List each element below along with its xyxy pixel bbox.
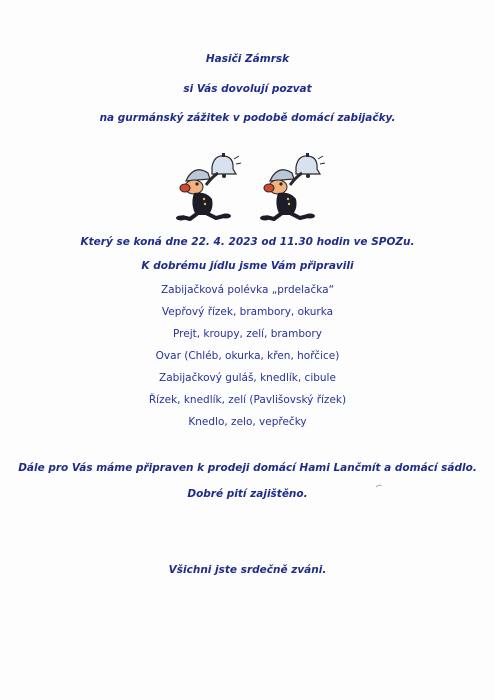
event-line: na gurmánský zážitek v podobě domácí zabijačky.	[99, 112, 396, 124]
invite-line: si Vás dovolují pozvat	[183, 83, 312, 95]
scan-speck	[376, 484, 382, 488]
bell-ringing-firefighter-icon	[256, 153, 326, 221]
menu-item: Zabijačková polévka „prdelačka“	[160, 284, 335, 296]
menu-heading: K dobrému jídlu jsme Vám připravili	[141, 260, 354, 272]
menu-item: Ovar (Chléb, okurka, křen, hořčice)	[155, 350, 340, 362]
event-date-line: Který se koná dne 22. 4. 2023 od 11.30 hodin ve SPOZu.	[80, 236, 415, 248]
sale-line: Dále pro Vás máme připraven k prodeji domácí Hami Lančmít a domácí sádlo.	[18, 462, 477, 474]
menu-item: Knedlo, zelo, vepřečky	[188, 416, 307, 428]
closing-line: Všichni jste srdečně zváni.	[168, 564, 327, 576]
menu-item: Prejt, kroupy, zelí, brambory	[173, 328, 322, 340]
menu-item: Vepřový řízek, brambory, okurka	[161, 306, 334, 318]
illustration-row	[0, 153, 495, 223]
drinks-line: Dobré pití zajištěno.	[187, 488, 308, 500]
menu-item: Řízek, knedlík, zelí (Pavlišovský řízek)	[148, 394, 347, 406]
bell-ringing-firefighter-icon	[172, 153, 242, 221]
menu-item: Zabijačkový guláš, knedlík, cibule	[159, 372, 336, 384]
organizer-name: Hasiči Zámrsk	[205, 53, 290, 65]
